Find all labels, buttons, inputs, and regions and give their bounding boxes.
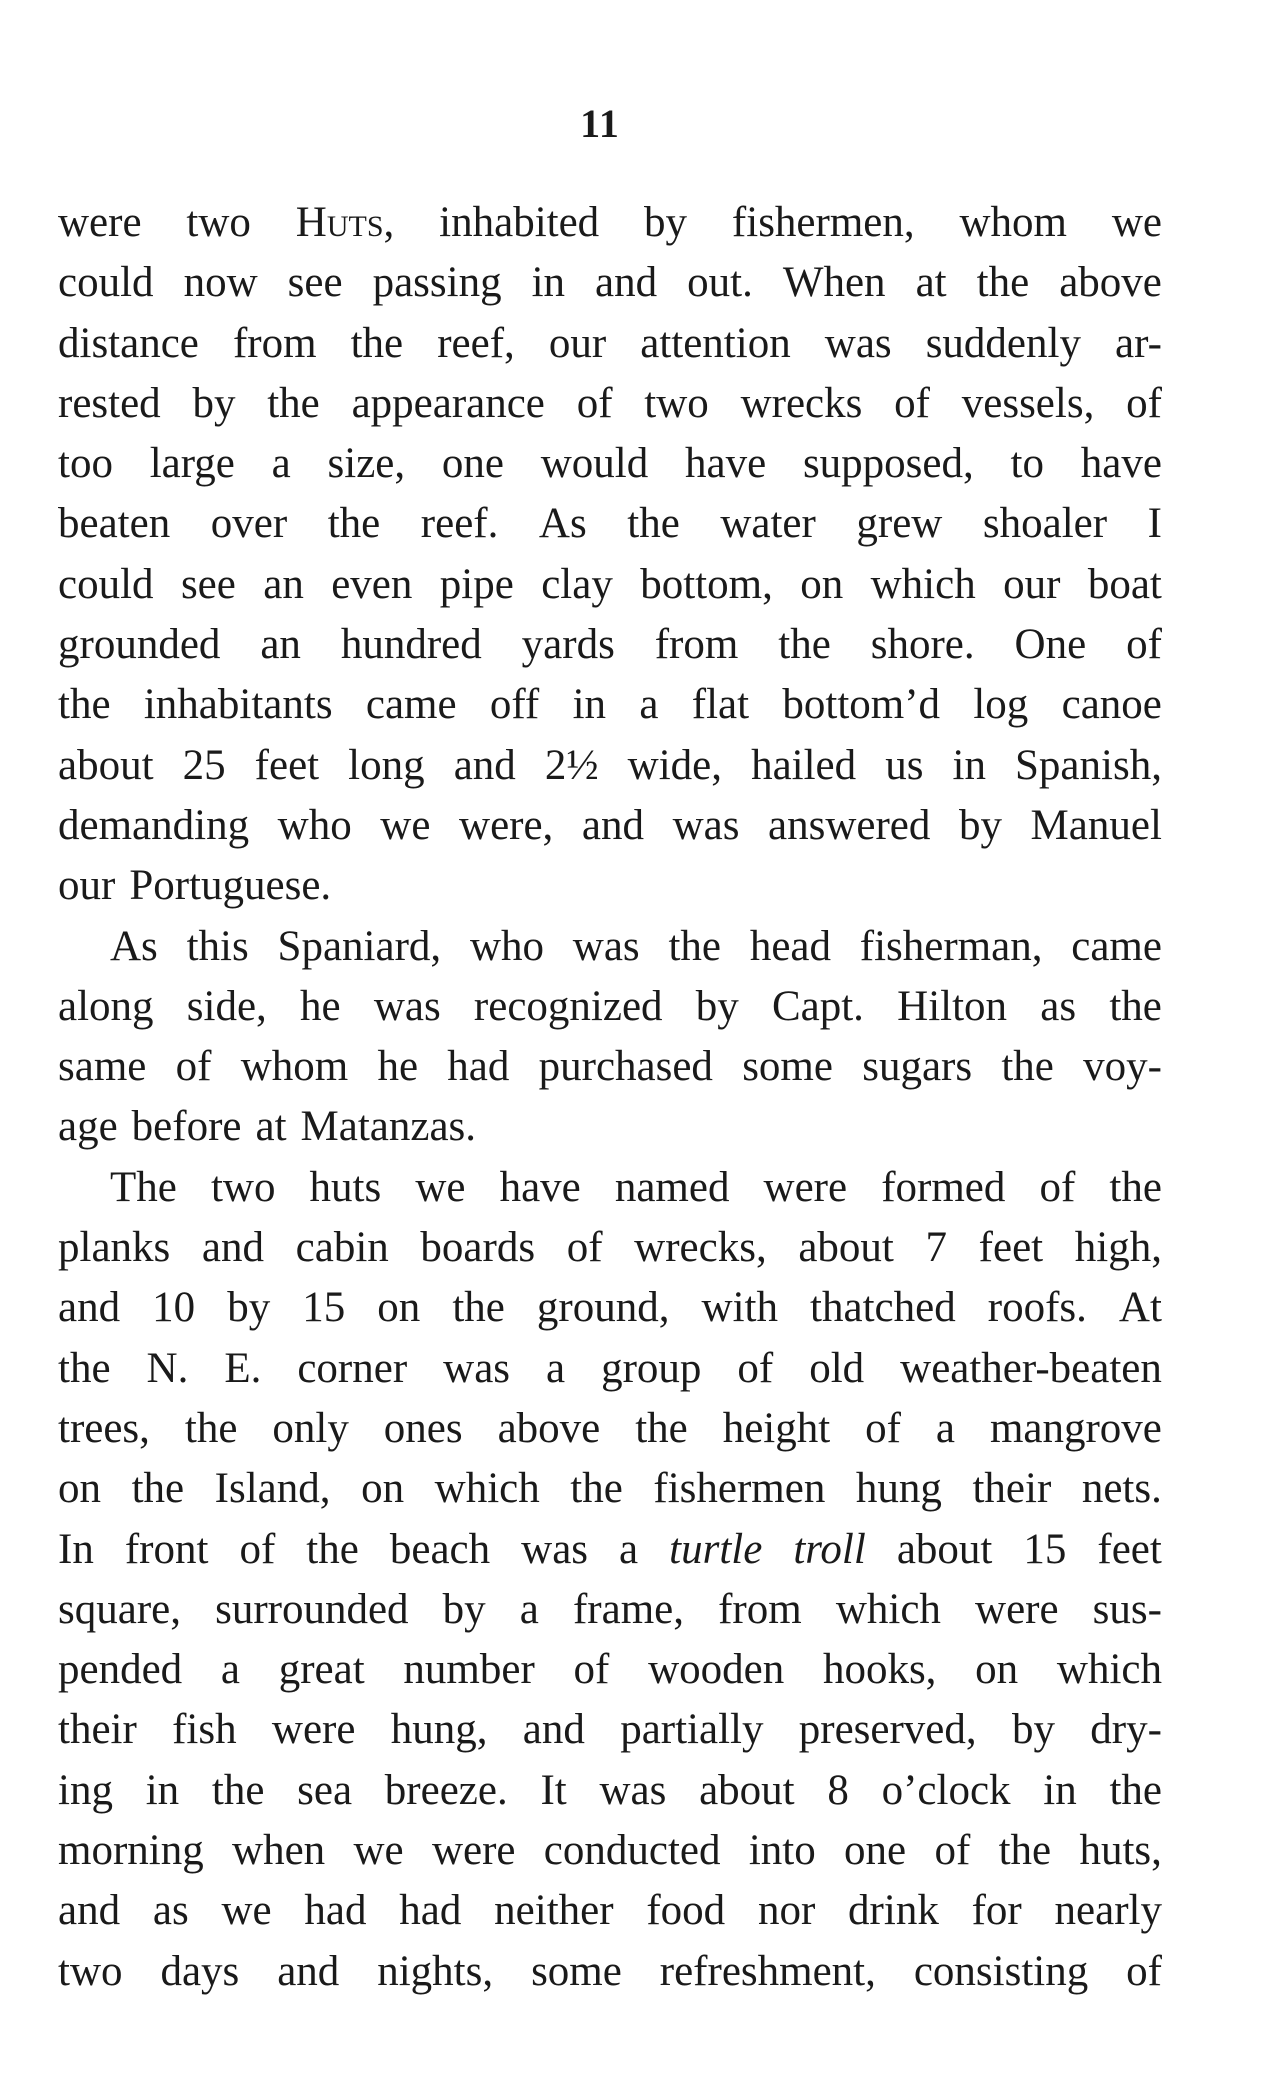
page-number: 11 (580, 101, 620, 146)
text-line: and as we had had neither food nor drink for nearly (58, 1887, 1162, 1935)
text-line: our Portuguese. (58, 862, 332, 910)
text-line: same of whom he had purchased some sugars the voy- (58, 1043, 1162, 1091)
text-line: As this Spaniard, who was the head fisherman, came (110, 922, 1162, 970)
text-line: In front of the beach was a turtle troll about 15 feet (58, 1525, 1162, 1573)
text-line: pended a great number of wooden hooks, on which (58, 1646, 1162, 1694)
text-line: square, surrounded by a frame, from which were sus- (58, 1585, 1162, 1633)
text-line: two days and nights, some refreshment, consisting of (58, 1947, 1162, 1995)
text-line: beaten over the reef. As the water grew shoaler I (58, 500, 1162, 548)
text-line: their fish were hung, and partially preserved, by dry- (58, 1706, 1162, 1754)
text-line: about 25 feet long and 2½ wide, hailed us in Spanish, (58, 741, 1162, 789)
text-line: morning when we were conducted into one of the huts, (58, 1827, 1162, 1875)
text-line: too large a size, one would have supposed, to have (58, 440, 1162, 488)
text-line: and 10 by 15 on the ground, with thatched roofs. At (58, 1284, 1162, 1332)
text-line: along side, he was recognized by Capt. Hilton as the (58, 982, 1162, 1030)
text-line: planks and cabin boards of wrecks, about 7 feet high, (58, 1224, 1162, 1272)
text-line: rested by the appearance of two wrecks of vessels, of (58, 379, 1162, 427)
text-line: demanding who we were, and was answered by Manuel (58, 801, 1162, 849)
text-line: the inhabitants came off in a flat bottom’d log canoe (58, 681, 1162, 729)
text-line: The two huts we have named were formed of the (110, 1163, 1162, 1211)
body-text (58, 193, 1162, 2002)
text-line: could see an even pipe clay bottom, on which our boat (58, 560, 1162, 608)
text-line: the N. E. corner was a group of old weather-beaten (58, 1344, 1162, 1392)
text-line: trees, the only ones above the height of a mangrove (58, 1404, 1162, 1452)
text-line: could now see passing in and out. When at the above (58, 259, 1162, 307)
text-line: distance from the reef, our attention was suddenly ar- (58, 319, 1162, 367)
text-line: ing in the sea breeze. It was about 8 o’clock in the (58, 1766, 1162, 1814)
text-line: age before at Matanzas. (58, 1103, 477, 1151)
text-line: were two Huts, inhabited by fishermen, whom we (58, 199, 1162, 246)
text-line: grounded an hundred yards from the shore. One of (58, 621, 1162, 669)
text-line: on the Island, on which the fishermen hung their nets. (58, 1465, 1162, 1513)
